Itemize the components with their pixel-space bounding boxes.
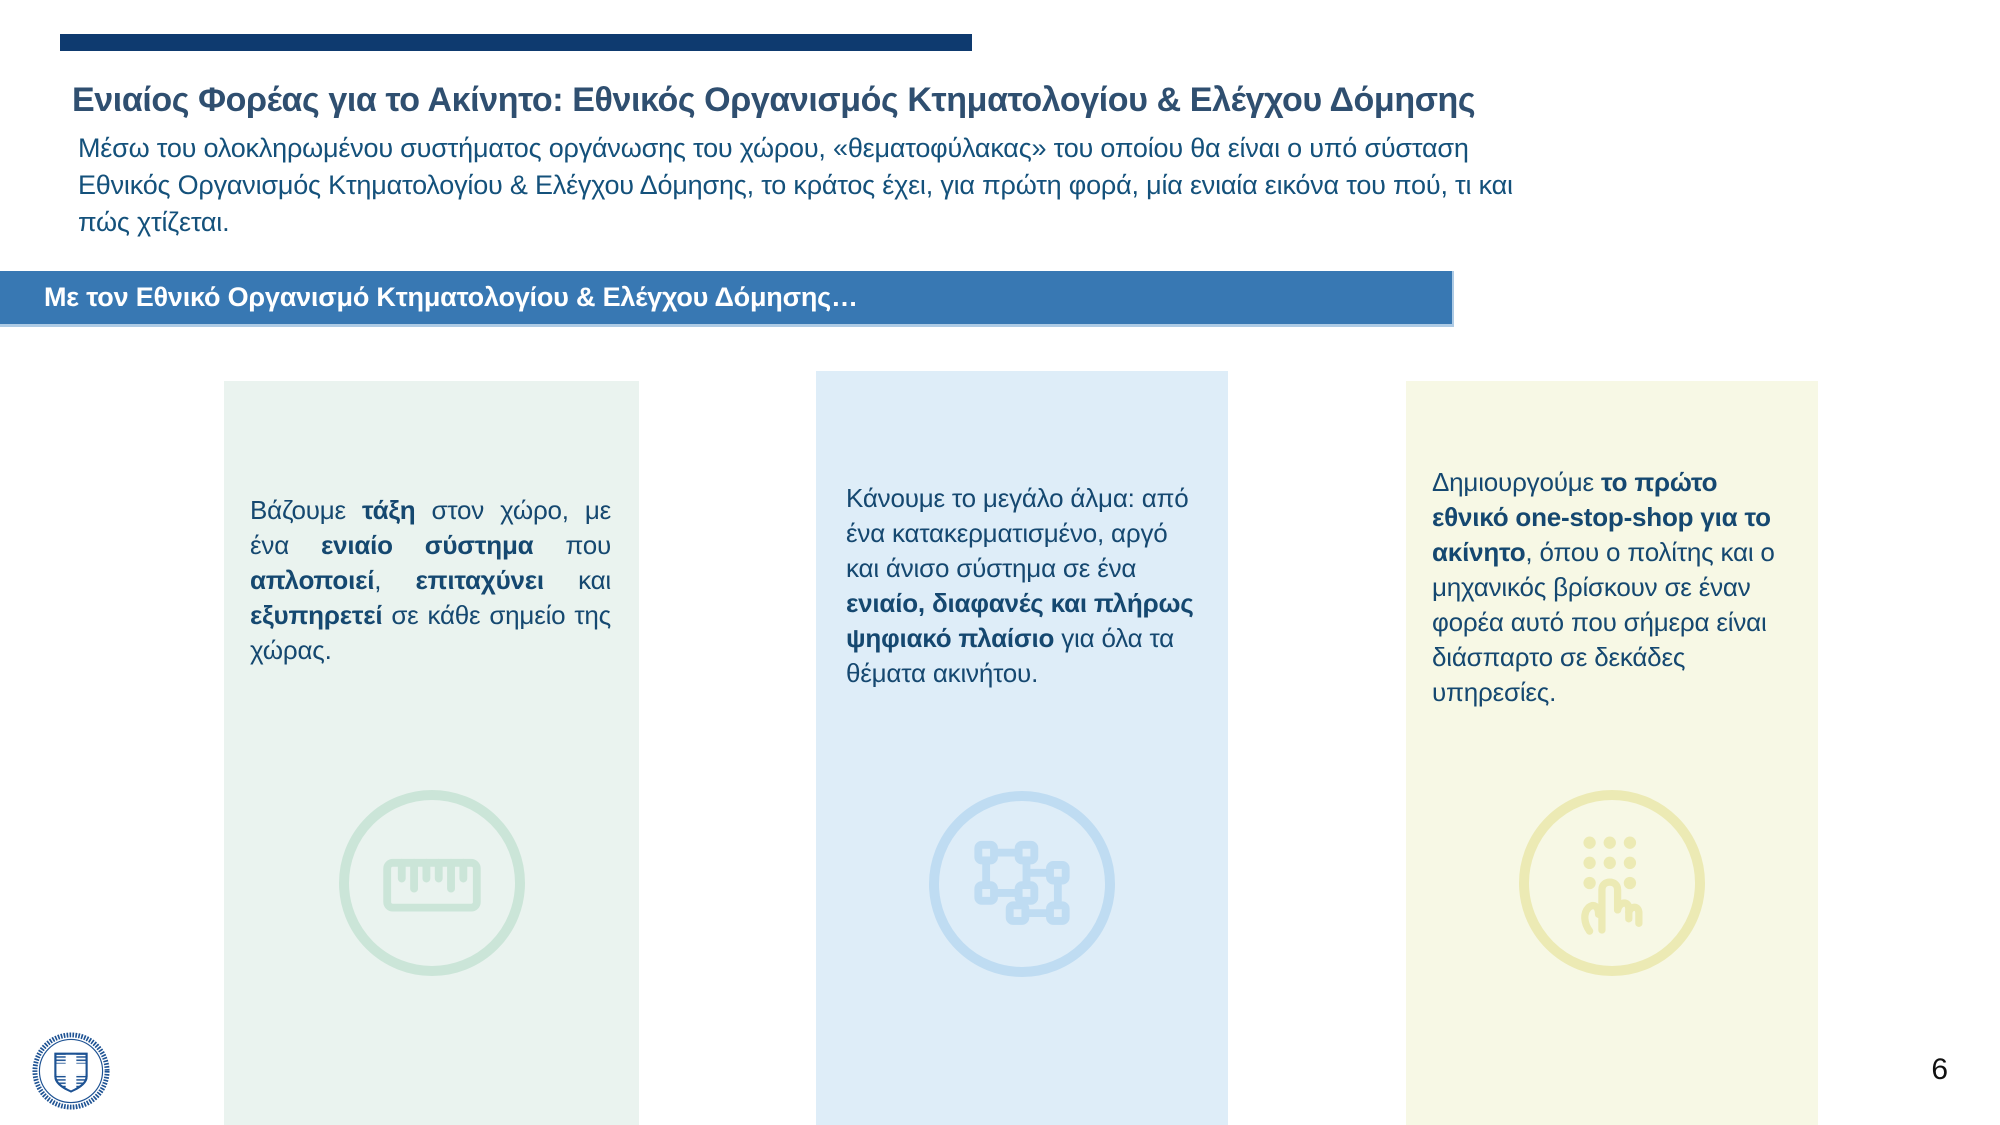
card-one-stop-shop-text: Δημιουργούμε το πρώτο εθνικό one-stop-shop για το ακίνητο, όπου ο πολίτης και ο μηχανικός βρίσκουν σε έναν φορέα αυτό που σήμερα είναι διάσπαρτο σε δεκάδες υπηρεσίες.	[1432, 467, 1775, 707]
greek-government-emblem	[30, 1026, 112, 1116]
page-number: 6	[1931, 1053, 1948, 1086]
card-one-stop-shop	[1406, 381, 1818, 1125]
card-digital-leap-text: Κάνουμε το μεγάλο άλμα: από ένα κατακερματισμένο, αργό και άνισο σύστημα σε ένα ενιαίο, διαφανές και πλήρως ψηφιακό πλαίσιο για όλα τα θέματα ακινήτου.	[846, 483, 1194, 688]
ruler-icon	[376, 827, 488, 939]
ruler-icon-circle	[339, 790, 525, 976]
hand-keypad-icon	[1556, 827, 1668, 939]
slide-subtitle: Μέσω του ολοκληρωμένου συστήματος οργάνωσης του χώρου, «θεματοφύλακας» του οποίου θα είναι ο υπό σύσταση Εθνικός Οργανισμός Κτηματολογίου & Ελέγχου Δόμησης, το κράτος έχει, για πρώτη φορά, μία ενιαία εικόνα του πού, τι και πώς χτίζεται.	[78, 133, 1513, 237]
section-banner	[0, 271, 1454, 327]
hand-keypad-icon-circle	[1519, 790, 1705, 976]
page-title: Ενιαίος Φορέας για το Ακίνητο: Εθνικός Οργανισμός Κτηματολογίου & Ελέγχου Δόμησης	[72, 81, 1476, 119]
section-banner-label: Με τον Εθνικό Οργανισμό Κτηματολογίου & Ελέγχου Δόμησης…	[44, 282, 858, 312]
network-nodes-icon	[966, 828, 1078, 940]
card-digital-leap	[816, 371, 1228, 1125]
card-order-in-space	[224, 381, 639, 1125]
network-nodes-icon-circle	[929, 791, 1115, 977]
card-order-text: Βάζουμε τάξη στον χώρο, με ένα ενιαίο σύστημα που απλοποιεί, επιταχύνει και εξυπηρετεί σε κάθε σημείο της χώρας.	[250, 495, 611, 665]
top-accent-bar	[60, 34, 972, 51]
